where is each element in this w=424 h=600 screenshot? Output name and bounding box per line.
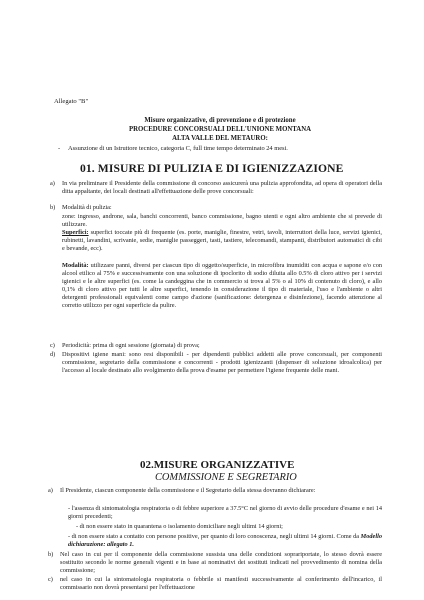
modalita-text: utilizzare panni, diversi per ciascun tipo di oggetto/superficie, in microfibra inumiditi con acqua e sapone e/o con alcool etilico al 75% e successivamente con una soluzione di ipoclorito di sodio diluita allo 0.5% di cloro attivo per i servizi igienici e le altre superfici (es. come la candeggina che in commercio si trova al 5% o al 10% di contenuto di cloro), e allo 0,1% di cloro attivo per tutti le altre superfici, tenendo in considerazione il tipo di materiale, l'uso e l'ambiente o altri detergenti professionali equivalenti come campo d'azione (sanificazione: detergenza e disinfezione), facendo attenzione al corretto utilizzo per ogni superficie da pulire. [62, 262, 383, 309]
section2-item-a-line2: - di non essere stato in quarantena o isolamento domiciliare negli ultimi 14 giorni; [76, 523, 283, 530]
section2-item-b: Nel caso in cui per il componente della commissione sussista una delle condizioni soprariportate, lo stesso dovrà essere sostituito secondo le norme generali vigenti e in base ai nominativi dei sostituti indicati nel provvedimento di nomina della commissione; [60, 551, 382, 574]
section2-item-a: Il Presidente, ciascun componente della commissione e il Segretario della stessa dovranno dichiarare: [60, 487, 316, 494]
section1-item-b: Modalità di pulizia: [62, 204, 112, 211]
item-marker: c) [48, 576, 53, 583]
item-marker: d) [50, 351, 56, 358]
header-title-line3: ALTA VALLE DEL METAURO: [172, 135, 268, 142]
section2-item-a-line1: - l'assenza di sintomatologia respiratoria o di febbre superiore a 37.5°C nel giorno di avvio delle procedure d'esame e nei 14 giorni precedenti; [68, 505, 382, 520]
bullet-dash: - [58, 145, 61, 152]
item-marker: a) [48, 487, 53, 494]
superfici-text: superfici toccate più di frequente (es. porte, maniglie, finestre, vetri, tavoli, interruttori della luce, servizi igienici, rubinetti, lavandini, scrivanie, sedie, maniglie passeggeri, tasti, tastiere, telecomandi, stampanti, distributori automatici di cibi e bevande, ecc). [62, 229, 382, 252]
assunzione-text: Assunzione di un Istruttore tecnico, categoria C, full time tempo determinato 24 mesi. [68, 145, 288, 152]
item-marker: b) [50, 204, 56, 211]
section2-title: 02.MISURE ORGANIZZATIVE [140, 459, 295, 471]
modalita-label: Modalità: [62, 262, 89, 269]
section2-item-c: nel caso in cui la sintomatologia respiratoria o febbrile si manifesti successivamente al conferimento dell'incarico, il commissario non dovrà presentarsi per l'effettuazione [60, 576, 382, 591]
superfici-paragraph [62, 229, 382, 253]
superfici-label: Superfici: [62, 229, 89, 236]
item-marker: a) [50, 180, 55, 187]
item-marker: c) [50, 342, 55, 349]
section1-item-a: In via preliminare il Presidente della commissione di concorso assicurerà una pulizia approfondita, ad opera di operatori della ditta appaltante, dei locali destinati all'effettuazione delle prove concorsuali: [62, 180, 382, 195]
section2-item-a-line3 [68, 533, 382, 549]
modalita-paragraph [62, 262, 382, 309]
section1-title: 01. MISURE DI PULIZIA E DI IGIENIZZAZIONE [80, 162, 344, 175]
modello-dichiarazione-ref: Modello dichiarazione: allegato 1. [68, 533, 382, 548]
section1-item-d: Dispositivi igiene mani: sono resi disponibili - per dipendenti pubblici addetti alle prove concorsuali, per componenti commissione, segretario della commissione e concorrenti - prodotti igienizzanti (dispenser di soluzione idroalcolica) per l'accesso al locale destinato allo svolgimento della prova d'esame per permettere l'igiene frequente delle mani. [62, 351, 382, 374]
header-title-line1: Misure organizzative, di prevenzione e di protezione [144, 117, 296, 124]
section1-item-c: Periodicità: prima di ogni sessione (giornata) di prova; [62, 342, 200, 349]
section2-item-a-line3-text: - di non essere stato a contatto con persone positive, per quanto di loro conoscenza, negli ultimi 14 giorni. Come da [68, 533, 361, 540]
assunzione-line [58, 145, 288, 152]
section2-subtitle: COMMISSIONE E SEGRETARIO [155, 472, 297, 483]
allegato-label: Allegato "B" [54, 98, 89, 105]
zone-paragraph: zone: ingresso, androne, sala, banchi concorrenti, banco commissione, bagno utenti e ogni altro ambiente che si prevede di utilizzare. [62, 213, 382, 228]
header-title-line2: PROCEDURE CONCORSUALI DELL'UNIONE MONTANA [128, 126, 312, 133]
item-marker: b) [48, 551, 54, 558]
